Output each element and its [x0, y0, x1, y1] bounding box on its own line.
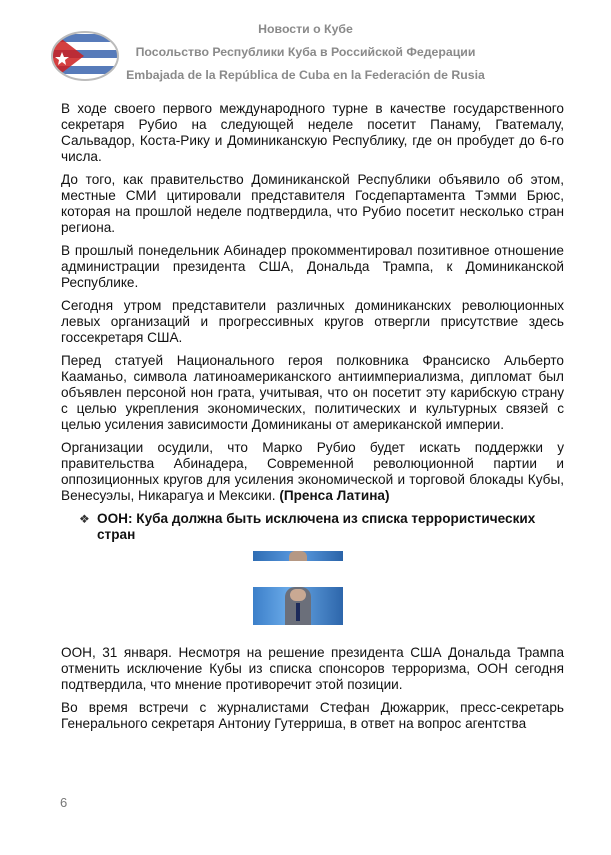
- paragraph: Сегодня утром представители различных доминиканских революционных левых организаций и прогрессивных кругов отвергли присутствие здесь госсекретаря США.: [61, 298, 564, 345]
- photo-head: [289, 551, 307, 561]
- section-heading-text: ООН: Куба должна быть исключена из списка террористических стран: [97, 511, 536, 542]
- paragraph: В ходе своего первого международного турне в качестве государственного секретаря Рубио на следующей неделе посетит Панаму, Гватемалу, Сальвадор, Коста-Рику и Доминиканскую Республику, где он пробудет до 6-го числа.: [61, 101, 564, 164]
- cuba-flag-logo-icon: [50, 30, 120, 82]
- news-photo: [253, 551, 343, 635]
- paragraph: Перед статуей Национального героя полковника Франсиско Альберто Кааманьо, символа латиноамериканского антиимпериализма, дипломат был объявлен персоной нон грата, учитывая, что он посетит эту карибскую страну с целью укрепления экономических, политических и культурных связей с целью усиления зависимости Доминиканы от американской империи.: [61, 353, 564, 432]
- photo-person: [285, 587, 311, 625]
- paragraph: В прошлый понедельник Абинадер прокомментировал позитивное отношение администрации президента США, Дональда Трампа, к Доминиканской Республике.: [61, 243, 564, 290]
- paragraph: До того, как правительство Доминиканской Республики объявило об этом, местные СМИ цитировали представителя Госдепартамента Тэмми Брюс, которая на прошлой неделе подтвердила, что Рубио посетит несколько стран региона.: [61, 172, 564, 235]
- section-heading: [61, 511, 564, 543]
- header-embassy-ru: Посольство Республики Куба в Российской Федерации: [135, 45, 476, 59]
- source-label: (Пренса Латина): [279, 488, 390, 503]
- paragraph-text: Организации осудили, что Марко Рубио будет искать поддержки у правительства Абинадера, Современной революционной партии и оппозиционных кругов для усиления экономической и торговой блокады Кубы, Венесуэлы, Никарагуа и Мексики.: [61, 440, 564, 503]
- paragraph: Во время встречи с журналистами Стефан Дюжаррик, пресс-секретарь Генерального секретаря Антониу Гутерриша, в ответ на вопрос агентства: [61, 700, 564, 731]
- header-title: Новости о Кубе: [258, 22, 353, 36]
- page-number: 6: [60, 795, 68, 810]
- diamond-bullet-icon: ❖: [79, 512, 90, 526]
- paragraph: ООН, 31 января. Несмотря на решение президента США Дональда Трампа отменить исключение Кубы из списка спонсоров терроризма, ООН сегодня подтвердила, что мнение противоречит этой позиции.: [61, 645, 564, 692]
- page-body: [61, 101, 564, 739]
- paragraph-with-source: [61, 440, 564, 504]
- header-embassy-es: Embajada de la República de Cuba en la Federación de Rusia: [126, 68, 485, 82]
